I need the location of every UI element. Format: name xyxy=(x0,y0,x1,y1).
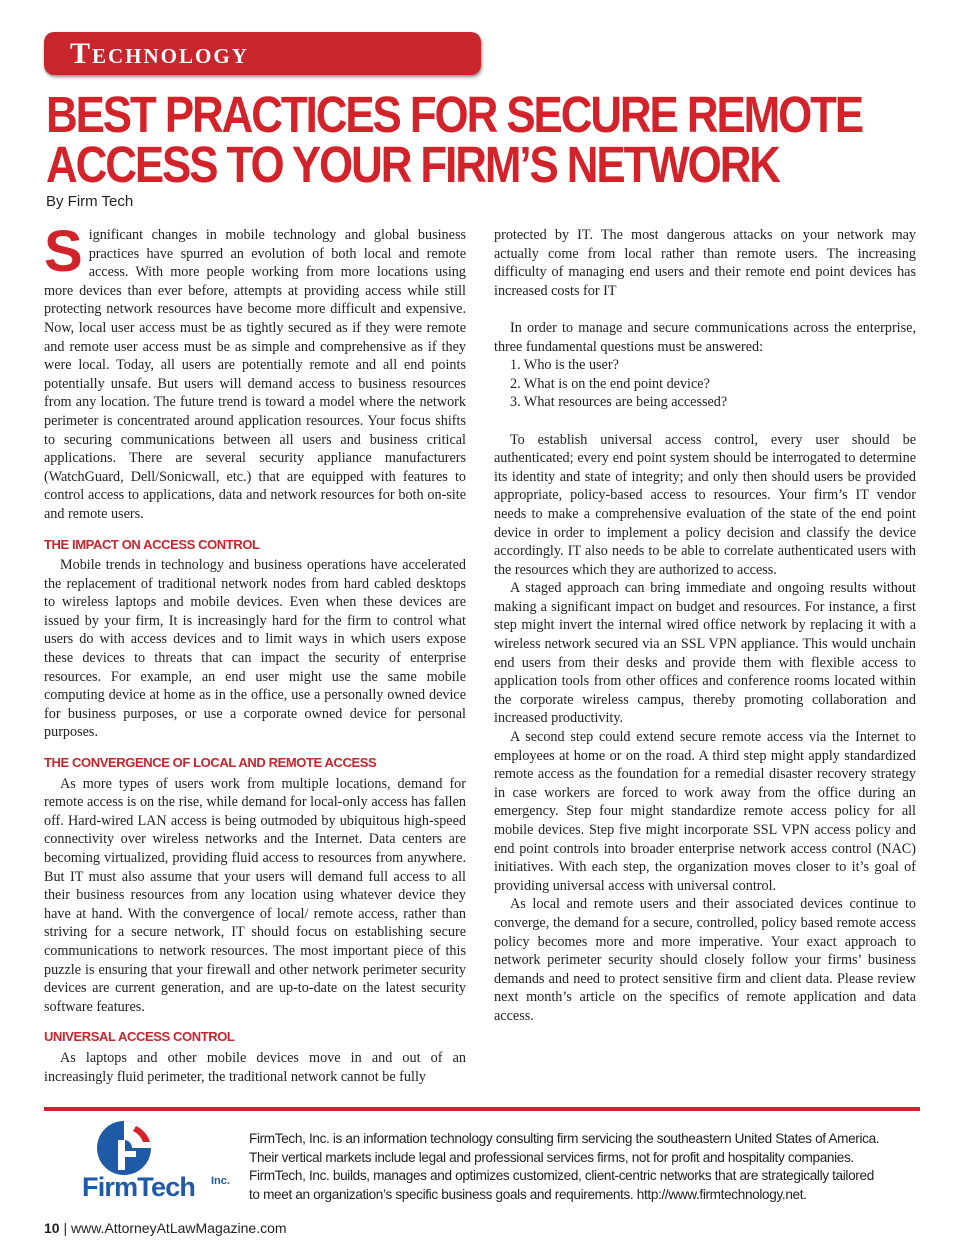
heading-impact-on-access-control: THE IMPACT ON ACCESS CONTROL xyxy=(44,536,260,552)
section-label: Technology xyxy=(70,37,249,70)
logo-inc: Inc. xyxy=(211,1175,230,1187)
company-description-line: Their vertical markets include legal and professional services firms, not for profit and hospitality companies. xyxy=(249,1149,854,1165)
footer-website: www.AttorneyAtLawMagazine.com xyxy=(71,1220,287,1236)
heading-convergence: THE CONVERGENCE OF LOCAL AND REMOTE ACCESS xyxy=(44,755,377,771)
paragraph-second-step: A second step could extend secure remote access via the Internet to employees at home or on the road. A third step might apply standardized remote access as the foundation for a remedial disaster recovery strategy in case workers are forced to work away from the office during an emergency. Step four might standardize remote access policy for all mobile devices. Step five might incorporate SSL VPN access policy and end point controls into broader enterprise network access control (NAC) initiatives. With each step, the organization moves closer to it’s goal of providing universal access with universal control. xyxy=(494,729,916,894)
paragraph-continued: protected by IT. The most dangerous attacks on your network may actually come from local rather than remote users. The increasing difficulty of managing end users and their remote end point devices has increased costs for IT xyxy=(494,227,916,299)
company-description xyxy=(249,1130,919,1204)
paragraph-convergence: As more types of users work from multiple locations, demand for remote access is on the rise, while demand for local-only access has fallen off. Hard-wired LAN access is being outmoded by ubiquitous high-speed connectivity over wireless networks and the Internet. Data centers are becoming virtualized, providing fluid access to resources from anywhere. But IT must also assume that your users will demand full access to all their business resources from any location using whatever device they have at hand. With the convergence of local/ remote access, rather than striving for a secure network, IT should focus on establishing secure communications to network resources. The most important piece of this puzzle is ensuring that your firewall and other network perimeter security devices are current generation, and are up-to-date on the latest security software features. xyxy=(44,775,466,1015)
logo-wordmark: FirmTech xyxy=(82,1172,196,1202)
paragraph-establish: To establish universal access control, every user should be authenticated; every end point system should be interrogated to determine its identity and state of integrity; and only then should users be provided appropriate, policy-based access to resources. Your firm’s IT vendor needs to make a comprehensive evaluation of the state of the end point device in order to implement a policy decision and classify the device accordingly. IT also needs to be able to correlate authenticated users with the resources which they are authorized to access. xyxy=(494,431,916,578)
right-column xyxy=(494,226,916,1026)
paragraph-conclusion: As local and remote users and their associated devices continue to converge, the demand for a secure, controlled, policy based remote access policy becomes more and more imperative. Your exact approach to network perimeter security should closely follow your firms’ business demands and need to protect sensitive firm and client data. Please review next month’s article on the specifics of remote application and data access. xyxy=(494,896,916,1024)
left-column xyxy=(44,219,466,1086)
intro-text: ignificant changes in mobile technology and global business practices have spurred an evolution of both local and remote access. With more people working from more locations using more devices than ever before, attempts at providing access while still protecting network resources have become more difficult and expensive. Now, local user access must be as tightly secured as if they were remote and remote user access must be as simple and comprehensive as if they were local. Today, all users are potentially remote and all end points potentially unsafe. But users will demand access to business resources from any location. The future trend is toward a model where the network perimeter is concentrated around application resources. Your focus shifts to securing communications between all users and business critical applications. There are several security appliance manufacturers (WatchGuard, Dell/Sonicwall, etc.) that are equipped with features to control access to applications, data and network resources for both on-site and remote users. xyxy=(44,227,466,522)
drop-cap: S xyxy=(44,219,83,284)
byline: By Firm Tech xyxy=(46,193,134,210)
section-banner xyxy=(44,32,481,75)
page-footer xyxy=(44,1220,287,1236)
paragraph-manage-secure: In order to manage and secure communications across the enterprise, three fundamental questions must be answered: xyxy=(494,319,916,355)
article-headline xyxy=(46,86,863,193)
heading-universal-access-control: UNIVERSAL ACCESS CONTROL xyxy=(44,1029,235,1045)
intro-paragraph xyxy=(44,219,466,524)
list-item: 1. Who is the user? xyxy=(510,357,619,374)
paragraph-staged-approach: A staged approach can bring immediate and ongoing results without making a significant impact on budget and resources. For instance, a first step might invert the internal wired office network by replacing it with a wireless network secured via an SSL VPN appliance. This would unchain end users from their desks and provide them with flexible access to application tools from other offices and conference rooms located within the corporate wireless campus, thereby promoting collaboration and increased productivity. xyxy=(494,580,916,727)
paragraph-impact: Mobile trends in technology and business operations have accelerated the replacement of traditional network nodes from hard cabled desktops to wireless laptops and mobile devices. Even when these devices are issued by your firm, It is increasingly hard for the firm to control what users do with access devices and to limit ways in which users expose these devices to threats that can impact the security of enterprise resources. For example, an end user might use the same mobile computing device at home as in the office, use a personally owned device for business purposes, or use a corporate owned device for personal purposes. xyxy=(44,557,466,741)
headline-line-1: BEST PRACTICES FOR SECURE REMOTE xyxy=(46,86,863,143)
headline-line-2: ACCESS TO YOUR FIRM’S NETWORK xyxy=(46,136,779,193)
company-description-line: FirmTech, Inc. is an information technology consulting firm servicing the southeastern United States of America. xyxy=(249,1131,880,1146)
firmtech-logo-mark-icon xyxy=(96,1120,152,1176)
company-description-line: to meet an organization’s specific business goals and requirements. http://www.firmtechnology.net. xyxy=(249,1186,807,1202)
footer-separator: | xyxy=(63,1220,68,1236)
firmtech-logo xyxy=(82,1118,242,1210)
list-item: 3. What resources are being accessed? xyxy=(510,394,728,411)
questions-list xyxy=(494,356,916,412)
page-number: 10 xyxy=(44,1220,60,1236)
divider-rule xyxy=(44,1107,920,1111)
paragraph-universal: As laptops and other mobile devices move in and out of an increasingly fluid perimeter, the traditional network cannot be fully xyxy=(44,1049,466,1085)
company-description-line: FirmTech, Inc. builds, manages and optimizes customized, client-centric networks that are strategically tailored xyxy=(249,1168,874,1184)
list-item: 2. What is on the end point device? xyxy=(510,375,710,392)
